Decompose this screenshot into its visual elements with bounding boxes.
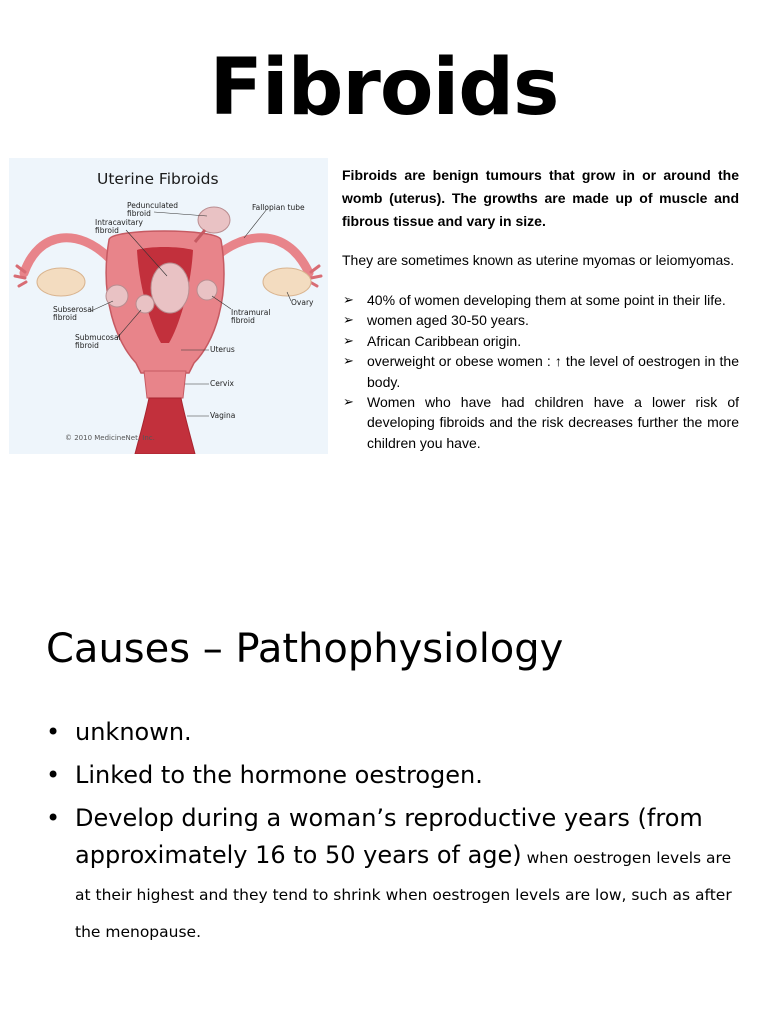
- cervix: [144, 371, 186, 398]
- label-uterus: Uterus: [210, 345, 235, 354]
- label-fallopian-tube: Fallopian tube: [252, 203, 305, 212]
- fallopian-tube-right: [214, 238, 309, 273]
- intro-normal-text: They are sometimes known as uterine myomas or leiomyomas.: [342, 252, 735, 268]
- label-intracavitary: Intracavitary fibroid: [95, 218, 143, 235]
- submucosal-fibroid: [136, 295, 154, 313]
- list-item: • Linked to the hormone oestrogen.: [46, 757, 736, 794]
- label-subserosal: Subserosal fibroid: [53, 305, 94, 322]
- figure-copyright: © 2010 MedicineNet, Inc.: [65, 434, 155, 442]
- bullet-dot-icon: •: [46, 718, 61, 746]
- arrow-bullet-icon: ➢: [343, 312, 354, 328]
- subserosal-fibroid: [106, 285, 128, 307]
- causes-list: [46, 714, 736, 954]
- slide-title: Fibroids: [209, 43, 559, 133]
- intro-bold-text: Fibroids are benign tumours that grow in or around the womb (uterus). The growths are made up of muscle and fibrous tissue and vary in size.: [342, 167, 739, 229]
- intracavitary-fibroid: [151, 263, 189, 313]
- list-item: ➢ African Caribbean origin.: [342, 331, 739, 351]
- vagina: [135, 398, 195, 454]
- list-item: ➢ overweight or obese women : ↑ the level of oestrogen in the body.: [343, 353, 739, 390]
- label-intramural: Intramural fibroid: [231, 308, 271, 325]
- uterine-fibroids-diagram: [9, 158, 328, 454]
- arrow-bullet-icon: ➢: [343, 394, 354, 410]
- arrow-bullet-icon: ➢: [343, 332, 354, 348]
- pedunculated-fibroid: [198, 207, 230, 233]
- causes-detail-text: when oestrogen levels are at their highest and they tend to shrink when oestrogen levels are low, such as after the menopause.: [75, 849, 732, 941]
- figure-title: Uterine Fibroids: [97, 170, 219, 188]
- label-vagina: Vagina: [210, 411, 236, 420]
- label-pedunculated: Pedunculated fibroid: [127, 201, 179, 218]
- fibroids-description: [342, 164, 739, 453]
- bullet-dot-icon: •: [46, 761, 61, 789]
- ovary-left: [37, 268, 85, 296]
- label-submucosal: Submucosal fibroid: [75, 333, 121, 350]
- fallopian-tube-left: [24, 238, 109, 273]
- arrow-bullet-icon: ➢: [343, 353, 354, 369]
- causes-heading: Causes – Pathophysiology: [46, 626, 564, 672]
- bullet-dot-icon: •: [46, 804, 61, 832]
- list-item: • unknown.: [46, 714, 736, 751]
- list-item: • Develop during a woman’s reproductive years (from approximately 16 to 50 years of age) when oestrogen levels are at their highest and they tend to shrink when oestrogen levels are low, such as after the menopause.: [46, 800, 736, 948]
- list-item: ➢ Women who have had children have a lower risk of developing fibroids and the risk decreases further the more children you have.: [343, 394, 739, 451]
- label-cervix: Cervix: [210, 379, 234, 388]
- arrow-bullet-icon: ➢: [343, 292, 354, 307]
- risk-factor-list: [342, 290, 739, 453]
- list-item: ➢ women aged 30-50 years.: [342, 310, 739, 330]
- list-item: ➢ 40% of women developing them at some point in their life.: [342, 290, 739, 310]
- intramural-fibroid: [197, 280, 217, 300]
- ovary-right: [263, 268, 311, 296]
- label-ovary: Ovary: [291, 298, 314, 307]
